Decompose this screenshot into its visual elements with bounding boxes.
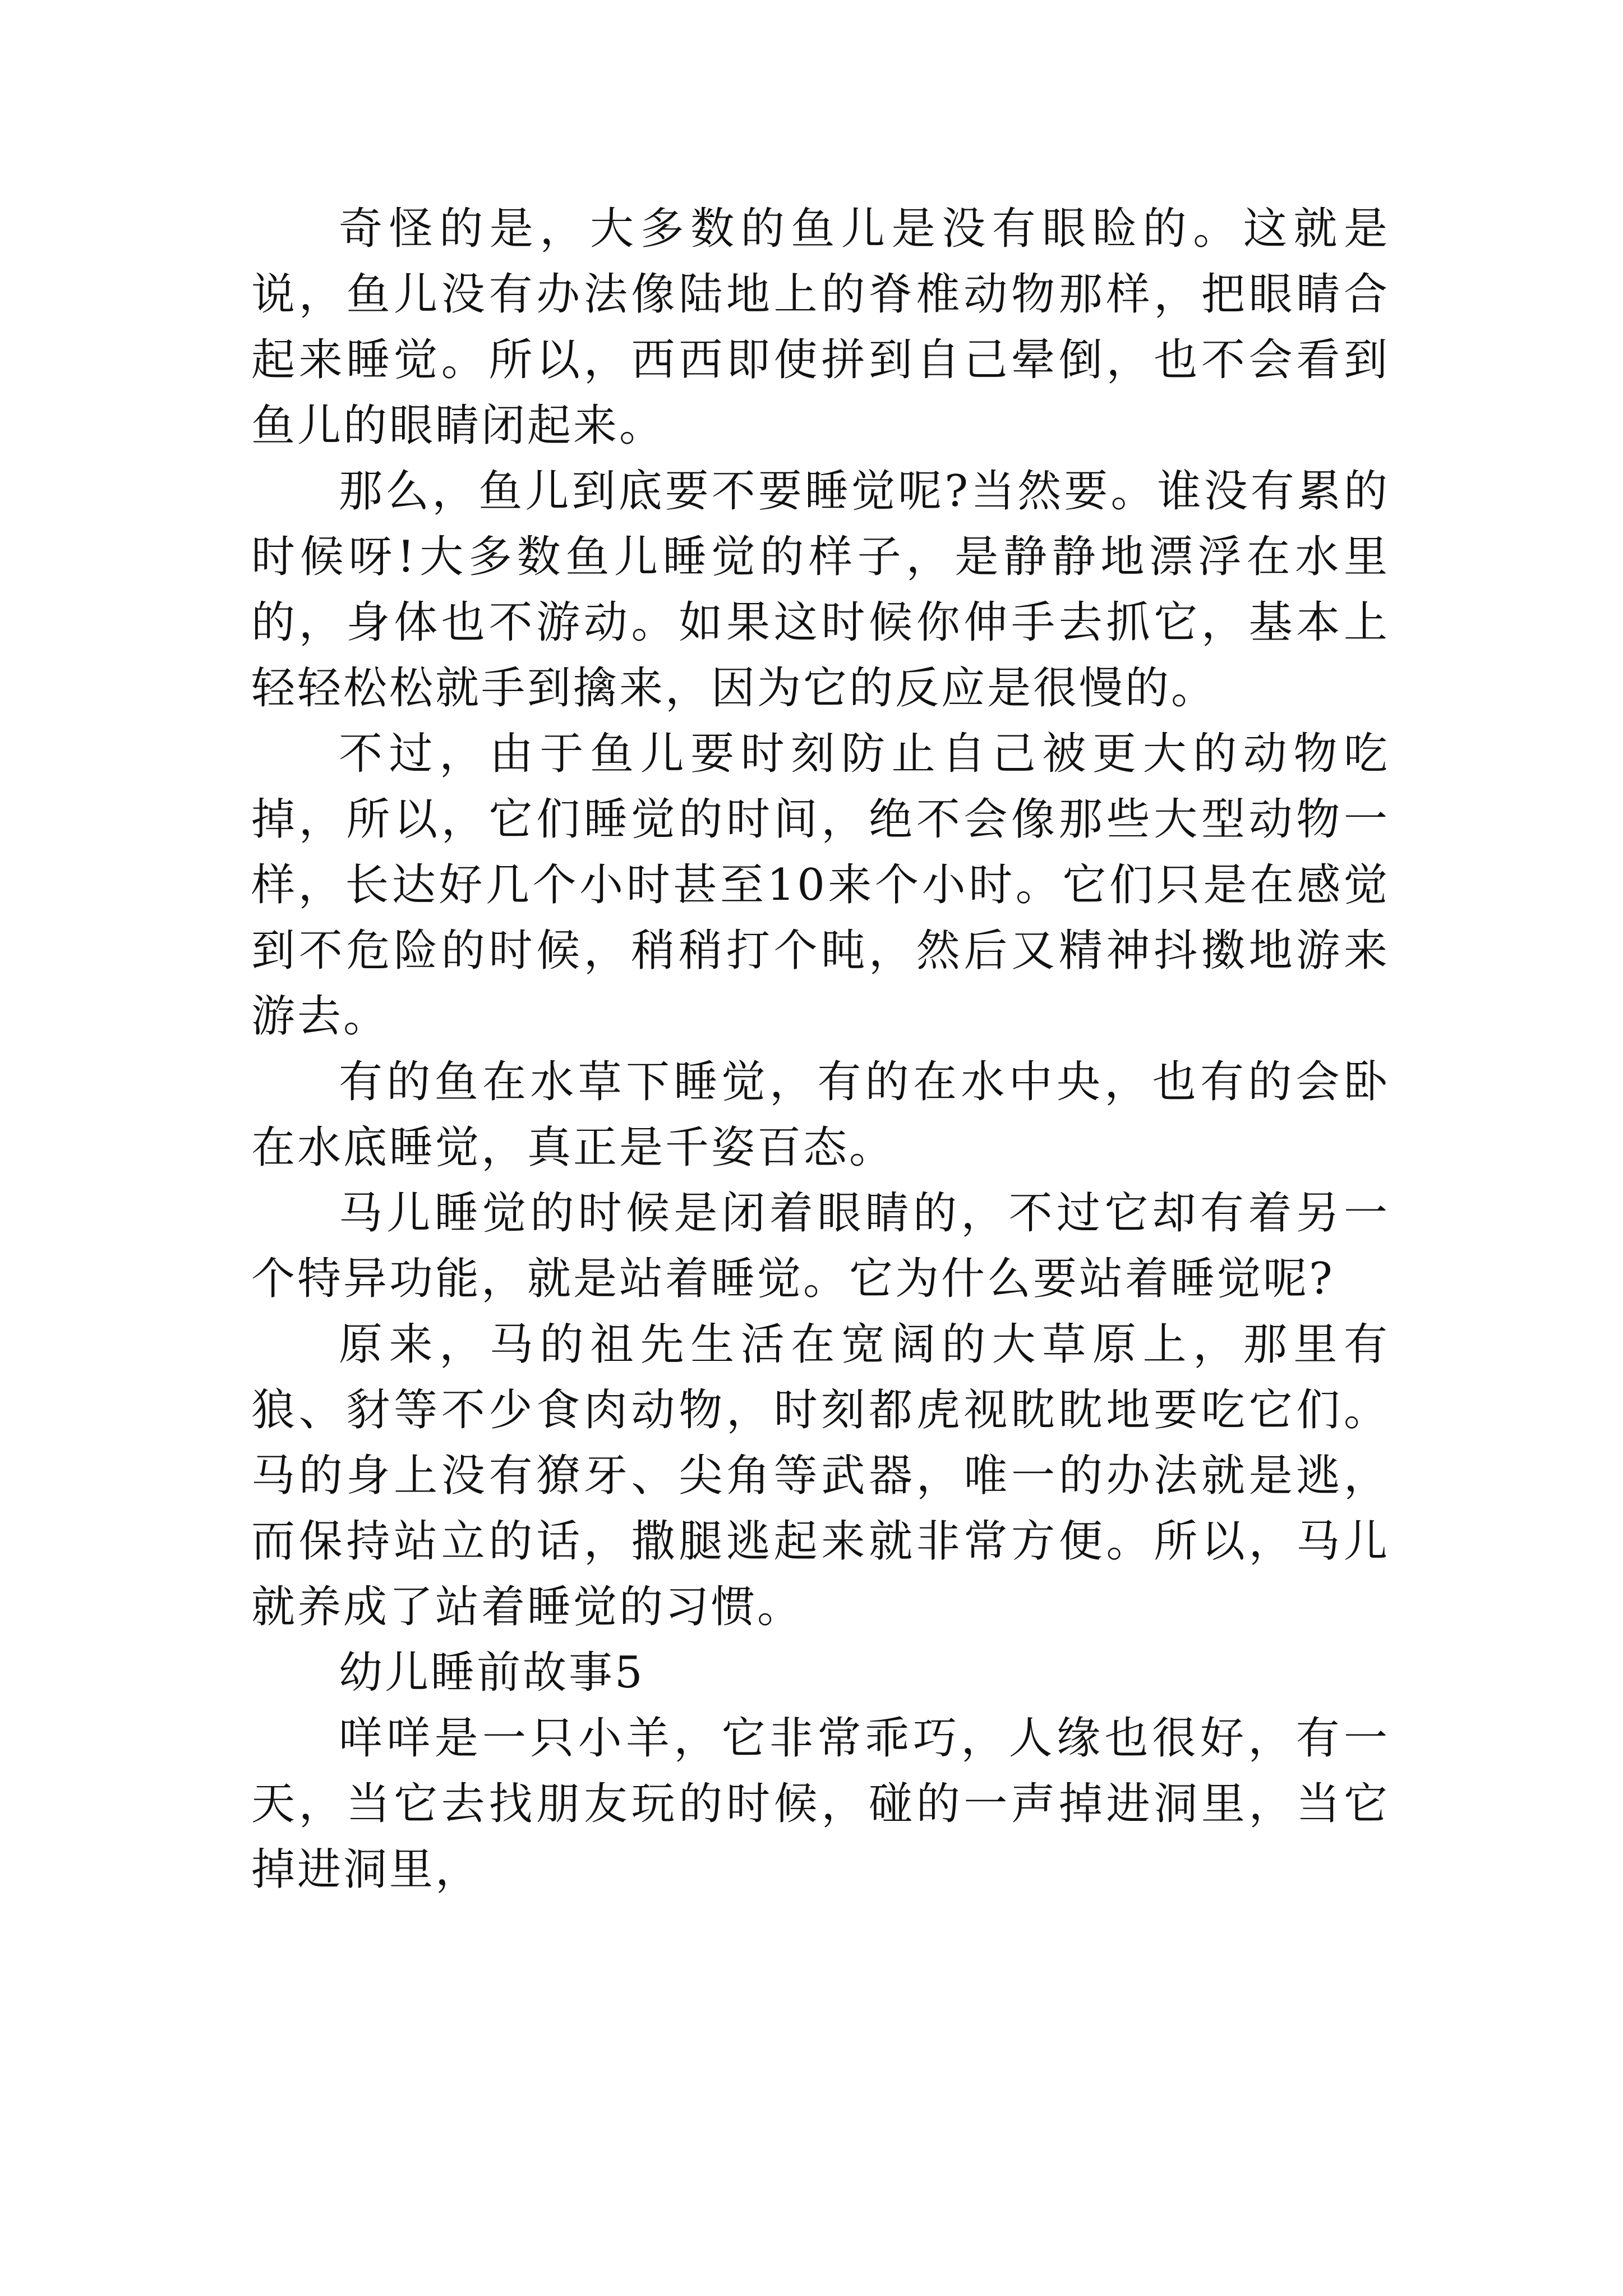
paragraph-horse-ancestors: 原来，马的祖先生活在宽阔的大草原上，那里有狼、豺等不少食肉动物，时刻都虎视眈眈地要吃它们。马的身上没有獠牙、尖角等武器，唯一的办法就是逃，而保持站立的话，撒腿逃起来就非常方便。所以，马儿就养成了站着睡觉的习惯。 [251, 1319, 1390, 1632]
paragraph-fish-nap: 不过，由于鱼儿要时刻防止自己被更大的动物吃掉，所以，它们睡觉的时间，绝不会像那些大型动物一样，长达好几个小时甚至10来个小时。它们只是在感觉到不危险的时候，稍稍打个盹，然后又精神抖擞地游来游去。 [251, 729, 1390, 1042]
paragraph-horse-standing: 马儿睡觉的时候是闭着眼睛的，不过它却有着另一个特异功能，就是站着睡觉。它为什么要站着睡觉呢? [251, 1188, 1390, 1304]
paragraph-fish-eyelids: 奇怪的是，大多数的鱼儿是没有眼睑的。这就是说，鱼儿没有办法像陆地上的脊椎动物那样，把眼睛合起来睡觉。所以，西西即使拼到自己晕倒，也不会看到鱼儿的眼睛闭起来。 [251, 204, 1390, 451]
document-body [251, 196, 1390, 1903]
paragraph-lamb-story: 咩咩是一只小羊，它非常乖巧，人缘也很好，有一天，当它去找朋友玩的时候，碰的一声掉进洞里，当它掉进洞里， [251, 1713, 1390, 1895]
paragraph-fish-places: 有的鱼在水草下睡觉，有的在水中央，也有的会卧在水底睡觉，真正是千姿百态。 [251, 1057, 1390, 1173]
paragraph-fish-sleep: 那么，鱼儿到底要不要睡觉呢?当然要。谁没有累的时候呀!大多数鱼儿睡觉的样子，是静静地漂浮在水里的，身体也不游动。如果这时候你伸手去抓它，基本上轻轻松松就手到擒来，因为它的反应是很慢的。 [251, 466, 1390, 714]
section-heading: 幼儿睡前故事5 [339, 1648, 645, 1698]
